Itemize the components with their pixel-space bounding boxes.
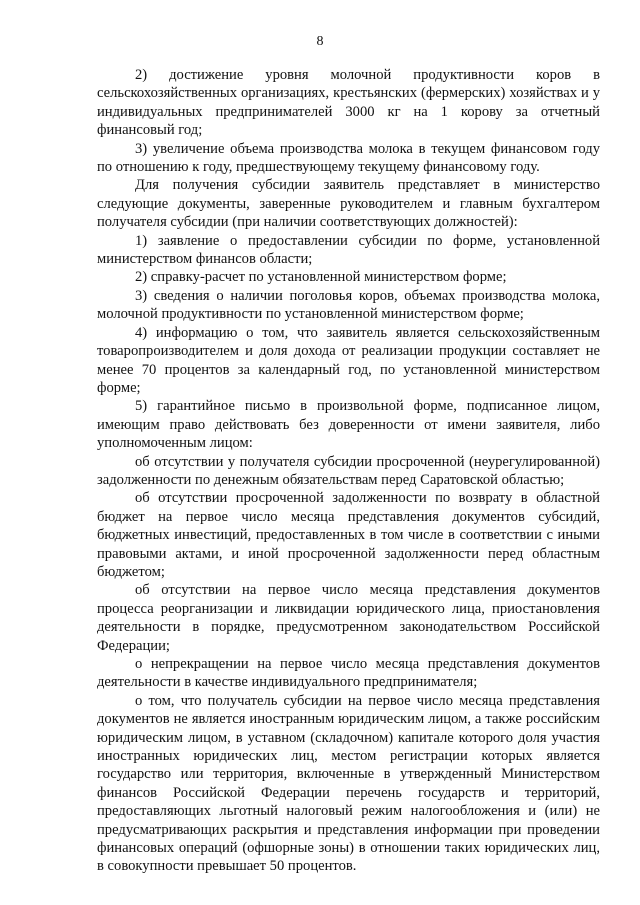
paragraph-documents-intro: Для получения субсидии заявитель представляет в министерство следующие документы, заверенные руководителем и главным бухгалтером получателя субсидии (при наличии соответствующих должностей): bbox=[97, 177, 600, 231]
paragraph-no-reorganization: об отсутствии на первое число месяца представления документов процесса реорганизации и ликвидации юридического лица, приостановления деятельности в порядке, предусмотренном законодательством Российской Федерации; bbox=[97, 582, 600, 654]
page-number: 8 bbox=[316, 34, 324, 49]
paragraph-item-livestock-info: 3) сведения о наличии поголовья коров, объемах производства молока, молочной продуктивности по установленной министерством форме; bbox=[97, 287, 600, 323]
paragraph-item-application: 1) заявление о предоставлении субсидии по форме, установленной министерством финансов области; bbox=[97, 232, 600, 268]
paragraph-milk-productivity: 2) достижение уровня молочной продуктивности коров в сельскохозяйственных организациях, крестьянских (фермерских) хозяйствах и у индивидуальных предпринимателей 3000 кг на 1 корову за отчетный финансовый год; bbox=[97, 67, 600, 139]
paragraph-no-termination: о непрекращении на первое число месяца представления документов деятельности в качестве индивидуального предпринимателя; bbox=[97, 656, 600, 691]
paragraph-milk-volume-increase: 3) увеличение объема производства молока в текущем финансовом году по отношению к году, предшествующему текущему финансовому году. bbox=[97, 140, 600, 176]
paragraph-not-foreign-entity: о том, что получатель субсидии на первое число месяца представления документов не является иностранным юридическим лицом, а также российским юридическим лицом, в уставном (складочном) капитале которого доля участия иностранных юридических лиц, местом регистрации которых является государство или территория, включенные в утвержденный Министерством финансов Российской Федерации перечень государств и территорий, предоставляющих льготный налоговый режим налогообложения и (или) не предусматривающих раскрытия и представления информации при проведении финансовых операций (офшорные зоны) в отношении таких юридических лиц, в совокупности превышает 50 процентов. bbox=[97, 692, 600, 875]
paragraph-item-producer-info: 4) информацию о том, что заявитель является сельскохозяйственным товаропроизводителем и доля дохода от реализации продукции составляет не менее 70 процентов за календарный год, по установленной министерством форме; bbox=[97, 324, 600, 396]
document-body bbox=[97, 66, 600, 876]
paragraph-item-calculation: 2) справку-расчет по установленной министерством форме; bbox=[135, 269, 507, 286]
paragraph-no-overdue-debt: об отсутствии у получателя субсидии просроченной (неурегулированной) задолженности по денежным обязательствам перед Саратовской областью; bbox=[97, 453, 600, 488]
paragraph-item-guarantee-letter: 5) гарантийное письмо в произвольной форме, подписанное лицом, имеющим право действовать без доверенности от имени заявителя, либо уполномоченным лицом: bbox=[97, 398, 600, 452]
paragraph-no-overdue-budget-return: об отсутствии просроченной задолженности по возврату в областной бюджет на первое число месяца представления документов субсидий, бюджетных инвестиций, предоставленных в том числе в соответствии с иными правовыми актами, и иной просроченной задолженности перед областным бюджетом; bbox=[97, 490, 600, 580]
